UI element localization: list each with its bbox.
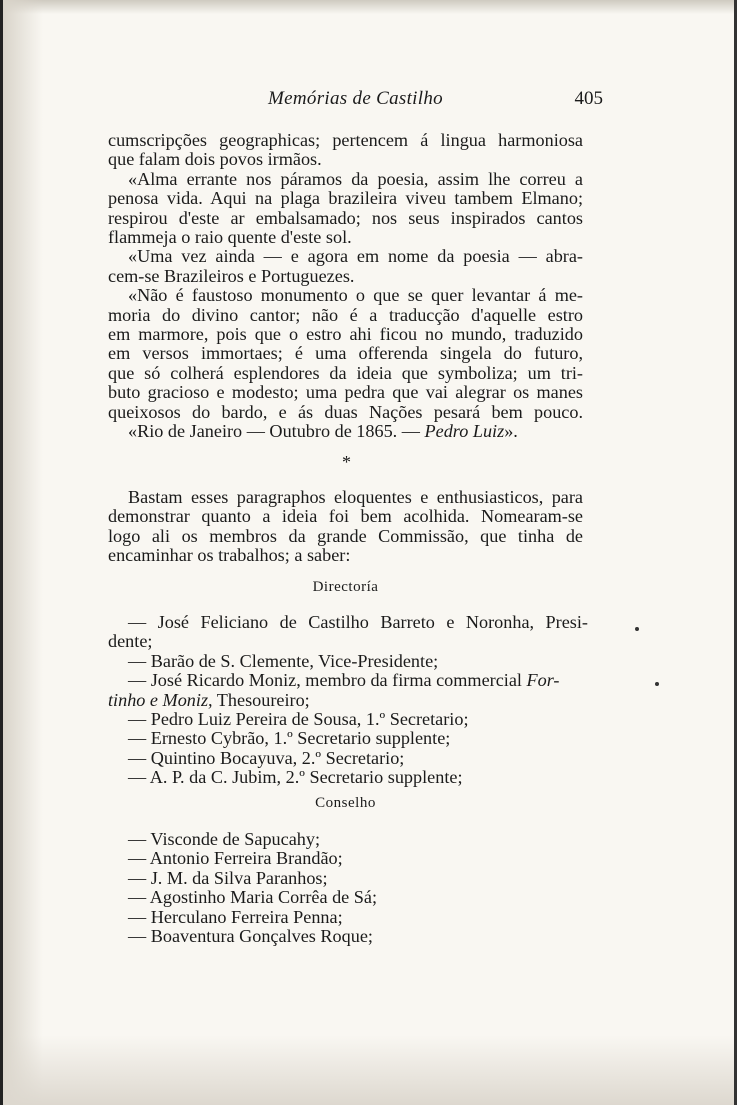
list-item: — Barão de S. Clemente, Vice-Presidente; bbox=[128, 650, 439, 671]
text-line: penosa vida. Aqui na plaga brazileira viveu tambem Elmano; bbox=[108, 188, 583, 209]
page-number: 405 bbox=[574, 88, 603, 109]
heading-directoria: Directoría bbox=[312, 579, 379, 595]
list-item: — Ernesto Cybrão, 1.º Secretario supplente; bbox=[128, 728, 451, 749]
list-item: — A. P. da C. Jubim, 2.º Secretario supplente; bbox=[128, 767, 463, 788]
signature-suffix: ». bbox=[504, 421, 518, 442]
text-line: flammeja o raio quente d'este sol. bbox=[108, 227, 352, 248]
text-line: «Alma errante nos páramos da poesia, assim lhe correu a bbox=[128, 168, 583, 189]
section-separator: * bbox=[342, 452, 351, 472]
text-line: logo ali os membros da grande Commissão, que tinha de bbox=[108, 525, 583, 546]
list-item: — Herculano Ferreira Penna; bbox=[128, 906, 343, 927]
page-edge-left bbox=[3, 0, 43, 1105]
list-item-continuation bbox=[108, 691, 588, 710]
ink-speck bbox=[635, 627, 639, 631]
conselho-list bbox=[108, 830, 588, 946]
list-item bbox=[108, 671, 588, 690]
heading-conselho: Conselho bbox=[315, 795, 376, 811]
running-head bbox=[108, 88, 603, 114]
list-item-text: Thesoureiro; bbox=[212, 689, 310, 710]
page-edge-top bbox=[3, 0, 737, 14]
list-item-text: — José Ricardo Moniz, membro da firma commercial bbox=[128, 670, 527, 691]
quoted-letter bbox=[108, 131, 583, 442]
list-item: — Pedro Luiz Pereira de Sousa, 1.º Secretario; bbox=[128, 709, 469, 730]
text-line: «Não é faustoso monumento o que se quer levantar á me- bbox=[128, 285, 583, 306]
list-item: — J. M. da Silva Paranhos; bbox=[128, 867, 328, 888]
signature-name: Pedro Luiz bbox=[424, 421, 505, 442]
firm-name-part: For- bbox=[526, 670, 560, 691]
list-item: — Boaventura Gonçalves Roque; bbox=[128, 926, 373, 947]
text-line: moria do divino cantor; não é a traducção d'aquelle estro bbox=[108, 304, 583, 325]
list-item: — José Feliciano de Castilho Barreto e Noronha, Presi- bbox=[128, 612, 588, 632]
text-line: Bastam esses paragraphos eloquentes e enthusiasticos, para bbox=[128, 487, 583, 507]
text-line: que falam dois povos irmãos. bbox=[108, 149, 322, 170]
list-item: — Agostinho Maria Corrêa de Sá; bbox=[128, 887, 378, 908]
list-item-continuation: dente; bbox=[108, 631, 153, 652]
text-line: demonstrar quanto a ideia foi bem acolhida. Nomearam-se bbox=[108, 506, 583, 527]
text-line: encaminhar os trabalhos; a saber: bbox=[108, 545, 351, 566]
text-line: buto gracioso e modesto; uma pedra que vai alegrar os manes bbox=[108, 382, 583, 403]
page-edge-bottom bbox=[3, 1035, 737, 1105]
firm-name-part: tinho e Moniz, bbox=[108, 689, 213, 710]
signature-prefix: «Rio de Janeiro — Outubro de 1865. — bbox=[128, 421, 425, 442]
list-item: — Quintino Bocayuva, 2.º Secretario; bbox=[128, 747, 405, 768]
text-line: cumscripções geographicas; pertencem á lingua harmoniosa bbox=[108, 130, 583, 150]
text-line: «Uma vez ainda — e agora em nome da poesia — abra- bbox=[128, 246, 583, 267]
running-title: Memórias de Castilho bbox=[268, 88, 443, 109]
list-item: — Visconde de Sapucahy; bbox=[128, 829, 321, 849]
text-line: que só colherá esplendores da ideia que symboliza; um tri- bbox=[108, 362, 583, 383]
text-line: em marmore, pois que o estro ahi ficou no mundo, traduzido bbox=[108, 324, 583, 345]
signature-line bbox=[108, 422, 583, 441]
text-line: queixosos do bardo, e ás duas Nações pesará bem pouco. bbox=[108, 401, 583, 422]
ink-speck bbox=[655, 682, 659, 686]
directoria-list bbox=[108, 613, 588, 788]
text-line: cem-se Brazileiros e Portuguezes. bbox=[108, 265, 355, 286]
list-item: — Antonio Ferreira Brandão; bbox=[128, 848, 343, 869]
text-line: em versos immortaes; é uma offerenda singela do futuro, bbox=[108, 343, 583, 364]
paragraph-commission bbox=[108, 488, 583, 566]
text-line: respirou d'este ar embalsamado; nos seus inspirados cantos bbox=[108, 207, 583, 228]
